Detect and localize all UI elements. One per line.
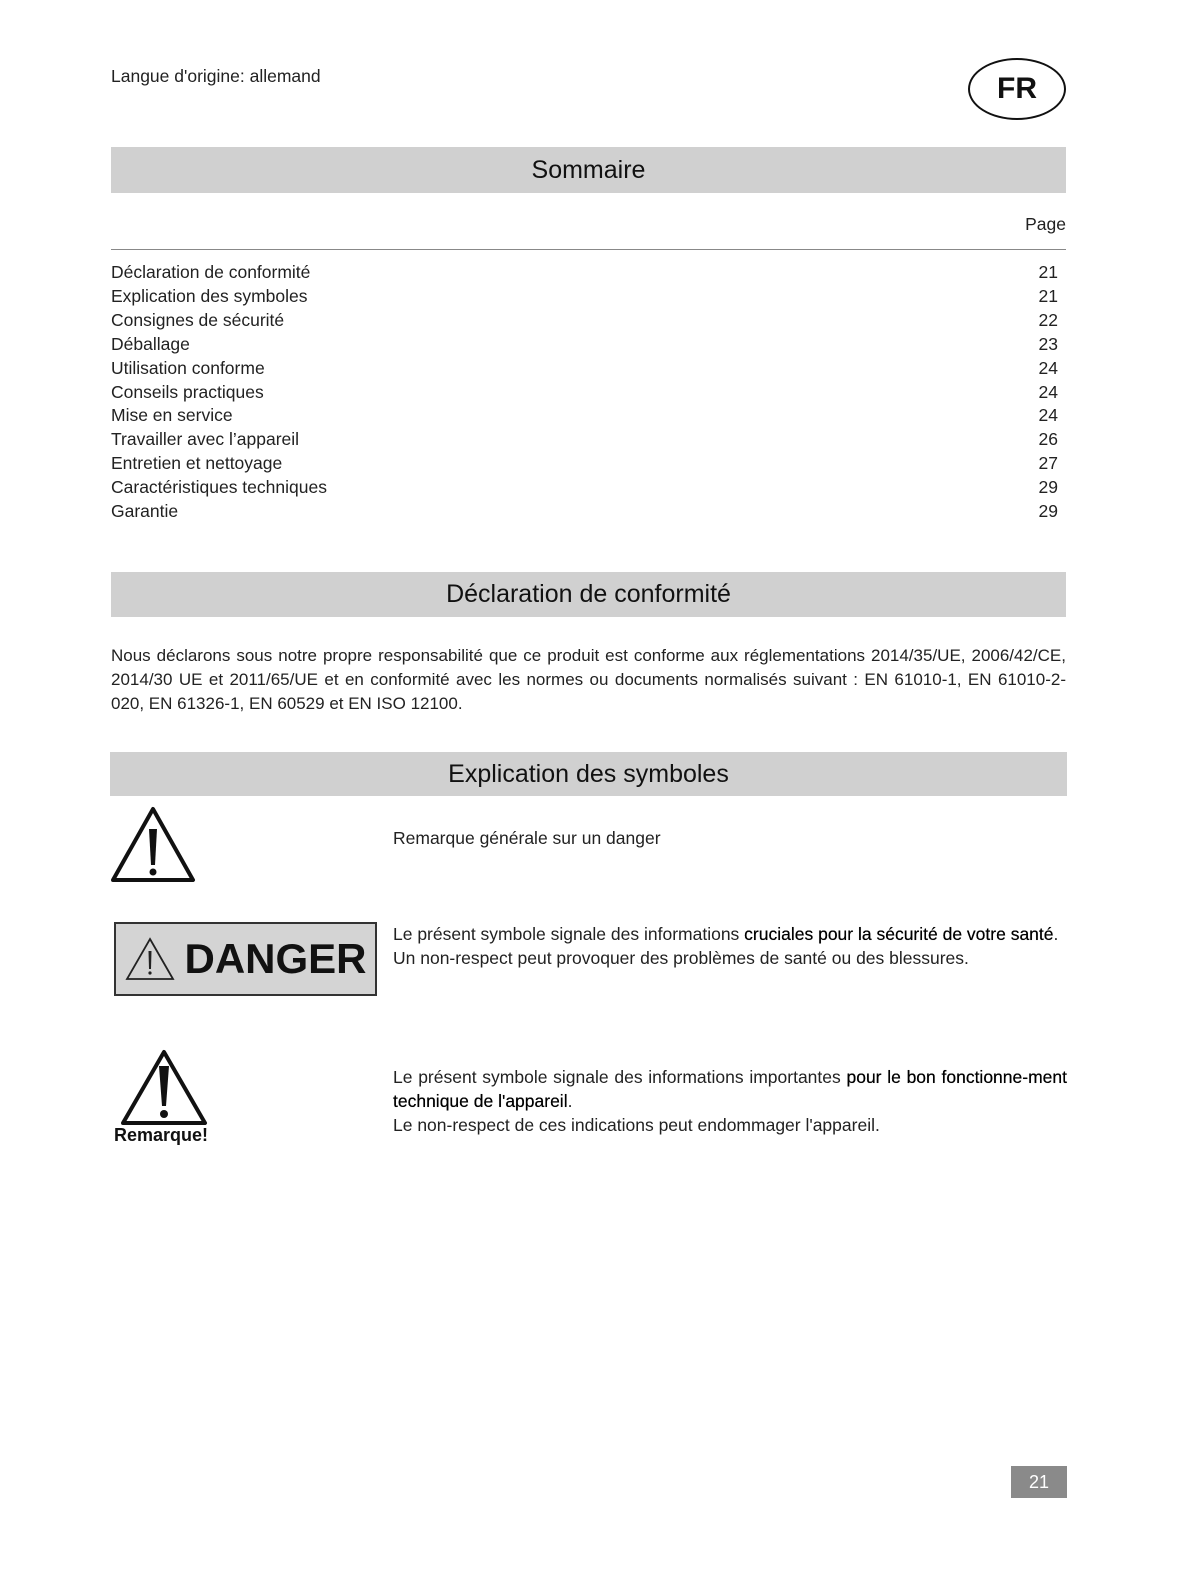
toc-entry xyxy=(111,261,1058,285)
toc-entry-label: Déclaration de conformité xyxy=(111,262,311,282)
toc-entry-label: Utilisation conforme xyxy=(111,357,265,378)
warning-triangle-icon xyxy=(124,936,176,982)
declaration-text: Nous déclarons sous notre propre responsabilité que ce produit est conforme aux réglementations 2014/35/UE, 2006/42/CE, 2014/30 UE et 2011/65/UE et en conformité avec les normes ou documents normalisés suivant : EN 61010-1, EN 61010-2-020, EN 61326-1, EN 60529 et EN ISO 12100. xyxy=(111,646,1066,713)
toc-entry xyxy=(111,357,1058,381)
remarque-description xyxy=(393,1065,1067,1137)
toc-entry xyxy=(111,500,1058,524)
toc-page-column-label: Page xyxy=(1025,214,1066,234)
toc-entry xyxy=(111,381,1058,405)
toc-entry xyxy=(111,285,1058,309)
toc-entry-page: 22 xyxy=(1038,309,1058,330)
remarque-text-line2: Le non-respect de ces indications peut endommager l'appareil. xyxy=(393,1115,880,1135)
section-header-sommaire: Sommaire xyxy=(111,147,1066,193)
table-of-contents xyxy=(111,261,1058,524)
toc-entry xyxy=(111,333,1058,357)
toc-entry-page: 24 xyxy=(1038,405,1058,426)
toc-entry-page: 23 xyxy=(1038,333,1058,354)
remarque-text: Le présent symbole signale des informations importantes xyxy=(393,1067,847,1087)
toc-entry-label: Consignes de sécurité xyxy=(111,309,285,330)
section-header-declaration: Déclaration de conformité xyxy=(111,572,1066,617)
danger-text-line2: Un non-respect peut provoquer des problèmes de santé ou des blessures. xyxy=(393,948,969,968)
toc-entry-label: Travailler avec l’appareil xyxy=(111,429,300,450)
toc-entry xyxy=(111,428,1058,452)
remarque-label: Remarque! xyxy=(114,1125,209,1145)
language-badge: FR xyxy=(968,58,1066,120)
toc-entry xyxy=(111,404,1058,428)
toc-entry-label: Entretien et nettoyage xyxy=(111,453,283,474)
danger-text-emphasis: cruciales pour la sécurité de votre santé xyxy=(744,924,1054,944)
general-danger-text: Remarque générale sur un danger xyxy=(393,828,661,848)
toc-entry xyxy=(111,309,1058,333)
toc-entry-page: 21 xyxy=(1038,285,1058,306)
page-number: 21 xyxy=(1011,1466,1067,1498)
toc-entry-label: Conseils practiques xyxy=(111,381,264,402)
toc-entry-page: 24 xyxy=(1038,381,1058,402)
toc-entry-label: Déballage xyxy=(111,333,190,354)
toc-entry-label: Caractéristiques techniques xyxy=(111,477,327,498)
remarque-triangle-icon xyxy=(119,1048,209,1128)
danger-text-end: . xyxy=(1053,924,1059,944)
warning-triangle-icon xyxy=(109,805,197,884)
toc-entry-label: Garantie xyxy=(111,501,179,522)
toc-entry-page: 27 xyxy=(1038,453,1058,474)
toc-entry-page: 21 xyxy=(1038,262,1058,282)
remarque-text-emphasis: pour le bon fonctionne-ment technique de l'appareil xyxy=(393,1067,1067,1111)
toc-entry-page: 29 xyxy=(1038,477,1058,498)
toc-entry-label: Explication des symboles xyxy=(111,285,308,306)
toc-entry-label: Mise en service xyxy=(111,405,233,426)
divider xyxy=(111,249,1066,250)
toc-entry-page: 29 xyxy=(1038,501,1058,522)
toc-entry-page: 24 xyxy=(1038,357,1058,378)
danger-description xyxy=(393,922,1067,970)
danger-label: DANGER xyxy=(184,935,367,982)
toc-entry xyxy=(111,476,1058,500)
remarque-text-end: . xyxy=(567,1091,573,1111)
origin-language-note: Langue d'origine: allemand xyxy=(111,66,321,86)
toc-entry-page: 26 xyxy=(1038,429,1058,450)
danger-sign xyxy=(114,922,377,996)
danger-text: Le présent symbole signale des informations xyxy=(393,924,745,944)
toc-entry xyxy=(111,452,1058,476)
section-header-symbols: Explication des symboles xyxy=(110,752,1067,796)
